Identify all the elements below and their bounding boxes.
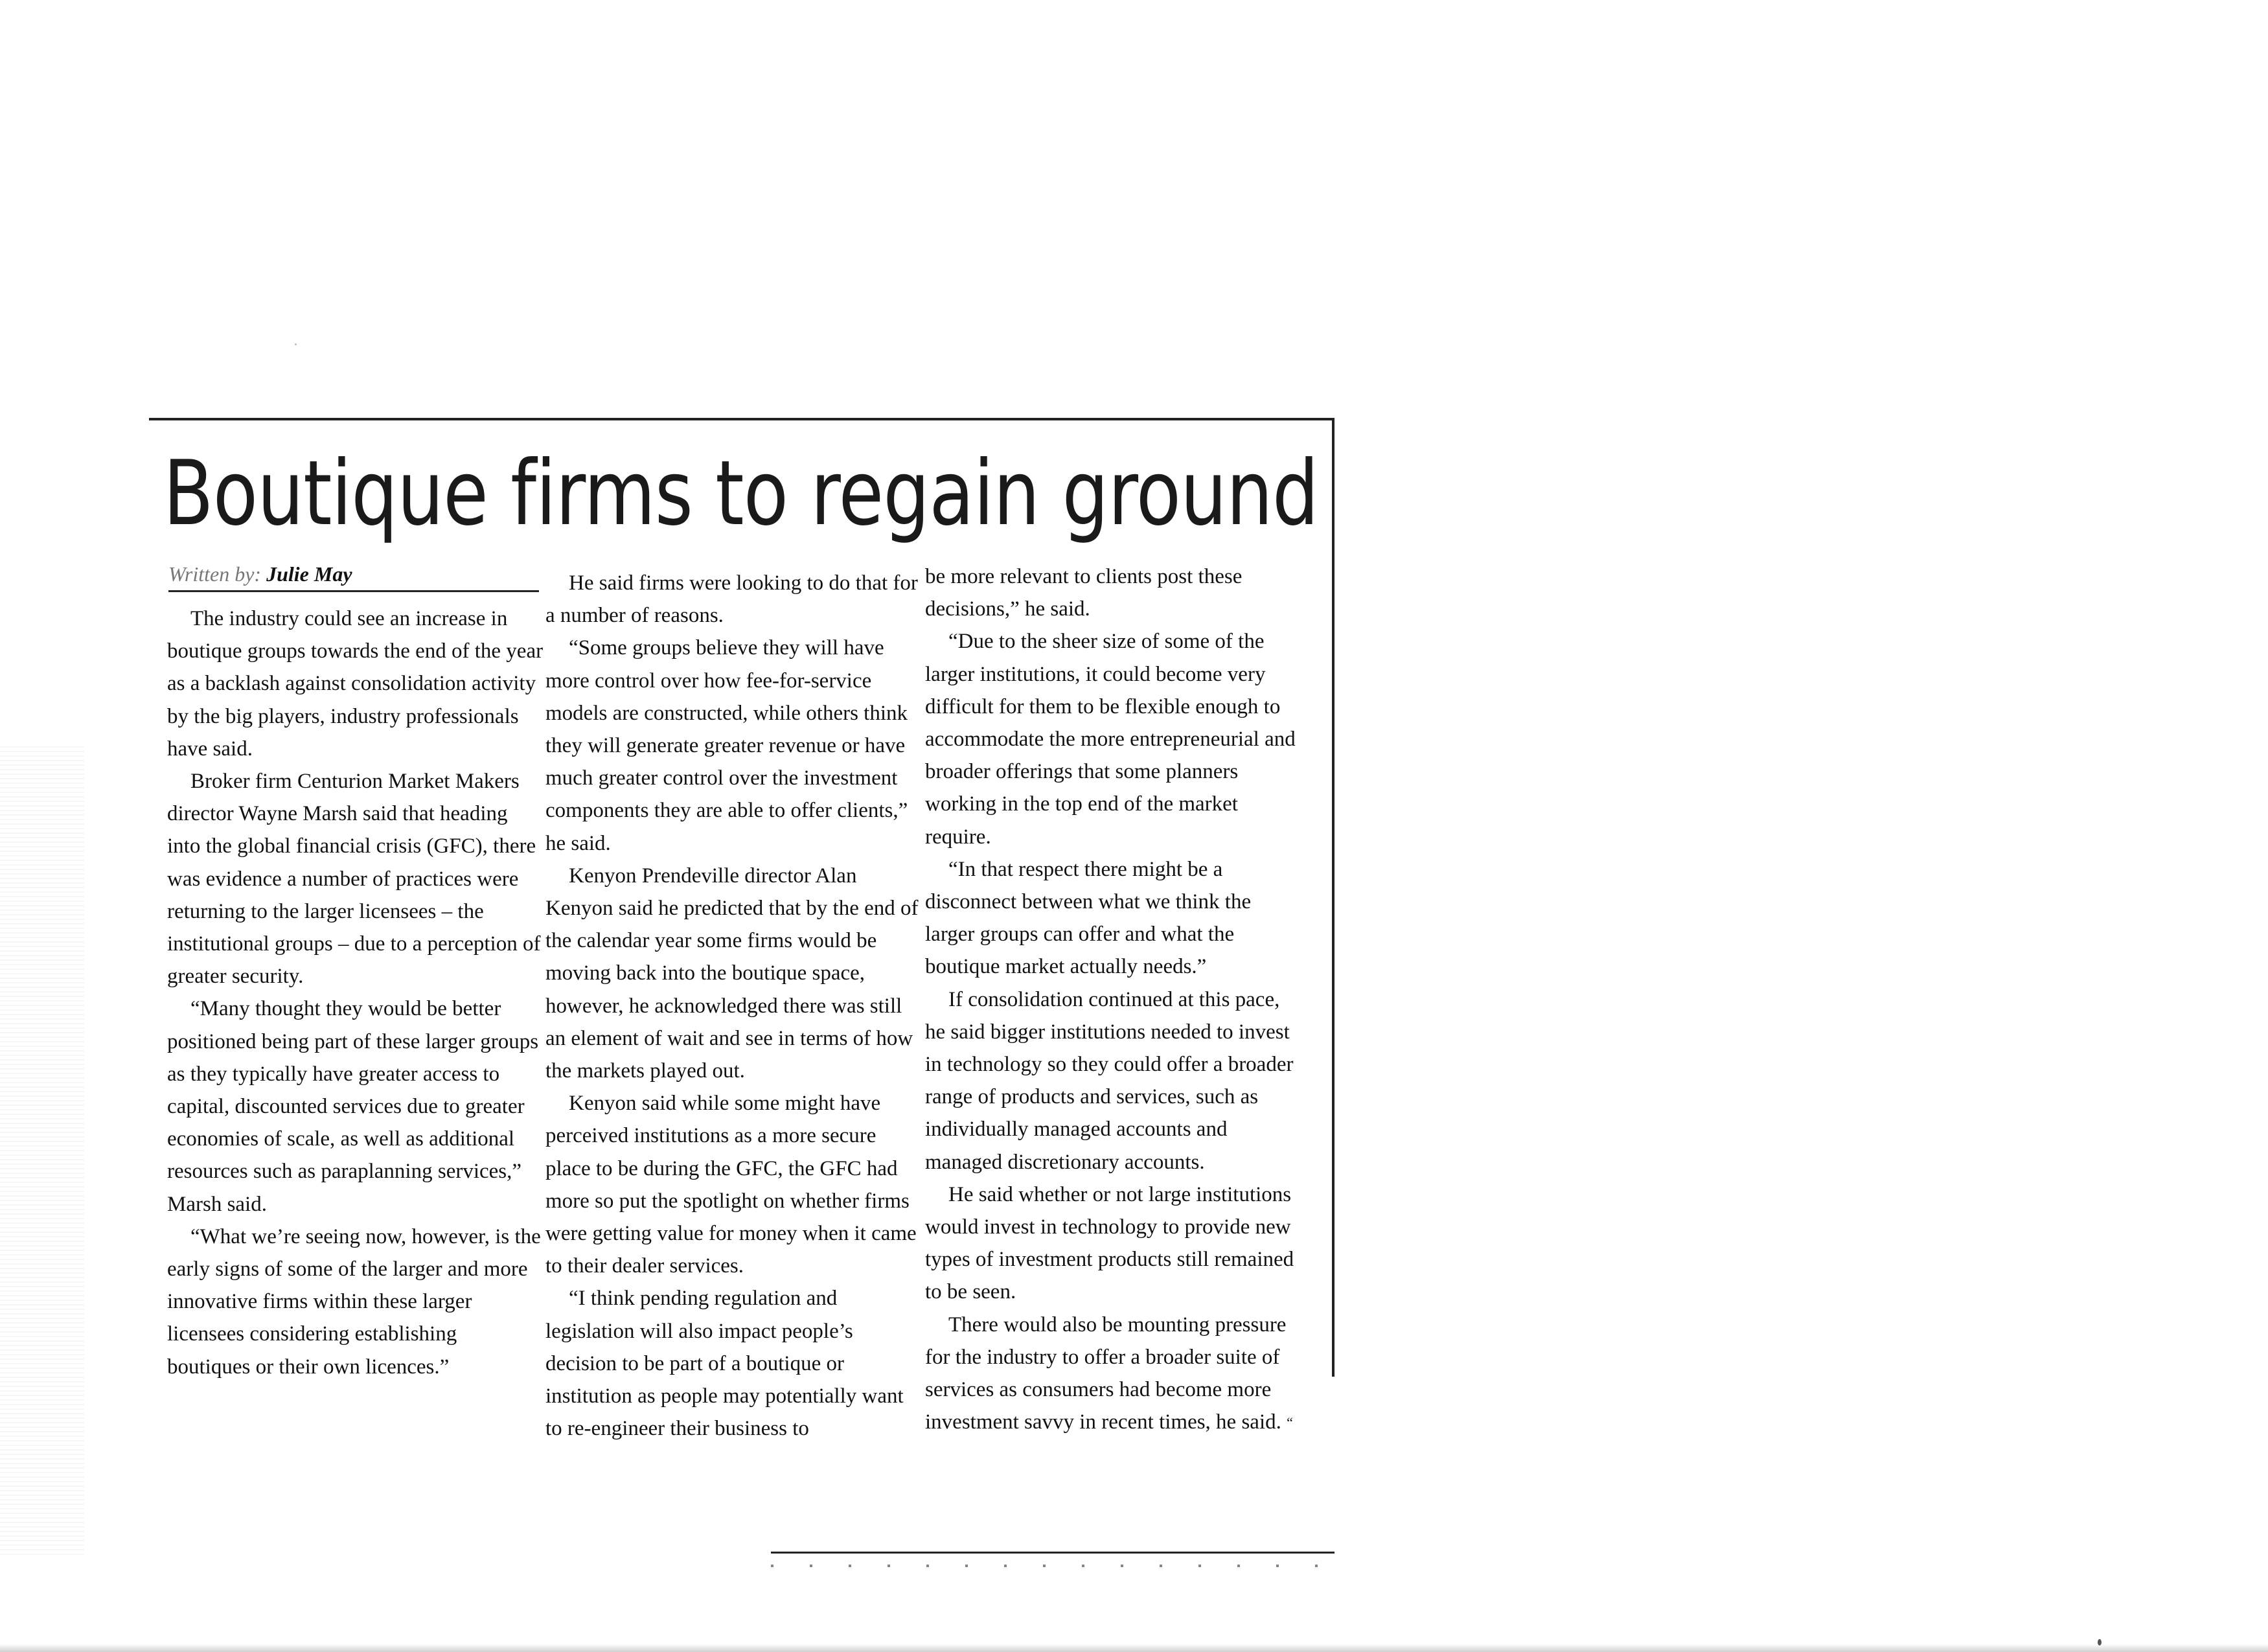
scan-speck bbox=[295, 343, 297, 345]
column-1 bbox=[167, 602, 544, 1383]
byline bbox=[168, 562, 539, 592]
paragraph: Broker firm Centurion Market Makers director Wayne Marsh said that heading into the global financial crisis (GFC), there was evidence a number of practices were returning to the larger licensees – the institutional groups – due to a perception of greater security. bbox=[167, 770, 541, 989]
paragraph: “What we’re seeing now, however, is the early signs of some of the larger and more innovative firms within these larger licensees considering establishing boutiques or their own licences.” bbox=[167, 1224, 541, 1379]
right-rule bbox=[1332, 418, 1334, 1377]
paragraph: be more relevant to clients post these decisions,” he said. bbox=[925, 565, 1243, 621]
paragraph: The industry could see an increase in boutique groups towards the end of the year as a backlash against consolidation activity by the big players, industry professionals have said. bbox=[167, 607, 544, 761]
column-3 bbox=[925, 560, 1302, 1439]
paragraph: He said whether or not large institutions would invest in technology to provide new types of investment products still remained to be seen. bbox=[925, 1182, 1294, 1304]
paragraph: “In that respect there might be a disconnect between what we think the larger groups can offer and what the boutique market actually needs.” bbox=[925, 857, 1252, 979]
article-clipping bbox=[149, 418, 1334, 1571]
bottom-rule-dashes bbox=[771, 1565, 1334, 1567]
paragraph: He said firms were looking to do that for a number of reasons. bbox=[545, 571, 918, 628]
paragraph: “Many thought they would be better positioned being part of these larger groups as they typically have greater access to capital, discounted services due to greater economies of scale, as well as additional resources such as paraplanning services,” Marsh said. bbox=[167, 997, 539, 1216]
headline: Boutique firms to regain ground bbox=[163, 441, 1318, 545]
end-mark: “ bbox=[1287, 1414, 1293, 1431]
scan-bottom-shadow bbox=[0, 1644, 2268, 1652]
last-paragraph bbox=[925, 1309, 1302, 1440]
paragraph: If consolidation continued at this pace, he said bigger institutions needed to invest in technology so they could offer a broader range of products and services, such as individually managed accounts and managed discretionary accounts. bbox=[925, 987, 1294, 1174]
paragraph: “I think pending regulation and legislation will also impact people’s decision to be part of a boutique or institution as people may potentially want to re-engineer their business to bbox=[545, 1287, 904, 1441]
scan-edge-artifact bbox=[0, 745, 84, 1555]
byline-label: Written by: bbox=[168, 562, 262, 586]
paragraph: Kenyon Prendeville director Alan Kenyon said he predicted that by the end of the calendar year some firms would be moving back into the boutique space, however, he acknowledged there was still an element of wait and see in terms of how the markets played out. bbox=[545, 864, 919, 1083]
paragraph: “Due to the sheer size of some of the larger institutions, it could become very difficult for them to be flexible enough to accommodate the more entrepreneurial and broader offerings that some planners working in the top end of the market require. bbox=[925, 630, 1296, 849]
paragraph: Kenyon said while some might have perceived institutions as a more secure place to be during the GFC, the GFC had more so put the spotlight on whether firms were getting value for money when it came to their dealer services. bbox=[545, 1092, 917, 1278]
bottom-rule bbox=[771, 1552, 1334, 1554]
paragraph-text: There would also be mounting pressure for the industry to offer a broader suite of services as consumers had become more investment savvy in recent times, he said. bbox=[925, 1313, 1287, 1434]
column-2 bbox=[545, 567, 922, 1445]
scan-speck bbox=[2098, 1639, 2102, 1646]
top-rule bbox=[149, 418, 1334, 420]
paragraph: “Some groups believe they will have more control over how fee-for-service models are constructed, while others think they will generate greater revenue or have much greater control over the investment components they are able to offer clients,” he said. bbox=[545, 636, 908, 855]
author-name: Julie May bbox=[266, 562, 352, 586]
